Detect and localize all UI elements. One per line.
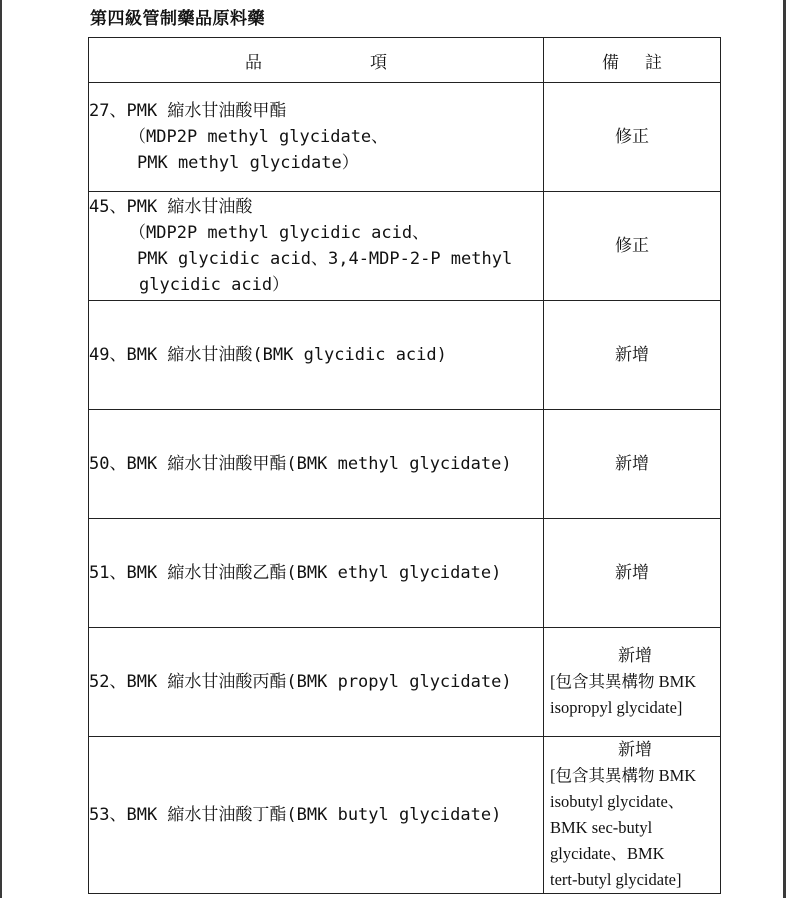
column-header-item-char-2: 項 [370, 52, 387, 73]
table-row [89, 83, 721, 192]
table-row [89, 519, 721, 628]
note-cell: 新增 [544, 519, 721, 628]
note-detail: [包含其異構物 BMK [550, 672, 697, 691]
note-detail: glycidate、BMK [550, 844, 665, 863]
item-synonym: （MDP2P methyl glycidic acid、 [129, 223, 430, 243]
item-cell [89, 519, 544, 628]
table-row [89, 192, 721, 301]
table-row [89, 410, 721, 519]
column-header-note [544, 38, 721, 83]
column-header-item-char-1: 品 [245, 52, 262, 73]
note-cell: 修正 [544, 83, 721, 192]
item-cell [89, 628, 544, 737]
note-cell [544, 737, 721, 894]
section-heading: 第四級管制藥品原料藥 [90, 9, 265, 29]
item-name: 52、BMK 縮水甘油酸丙酯(BMK propyl glycidate) [89, 672, 512, 692]
note-detail: BMK sec-butyl [550, 818, 653, 837]
controlled-drug-table [88, 37, 721, 894]
item-cell [89, 83, 544, 192]
item-name: 45、PMK 縮水甘油酸 [89, 197, 253, 217]
window-frame-left [0, 0, 2, 898]
note-cell: 修正 [544, 192, 721, 301]
note-detail: isopropyl glycidate] [550, 698, 683, 717]
note-cell: 新增 [544, 301, 721, 410]
column-header-note-char-2: 註 [645, 52, 662, 73]
item-name: 50、BMK 縮水甘油酸甲酯(BMK methyl glycidate) [89, 454, 512, 474]
item-synonym: glycidic acid） [139, 275, 290, 295]
item-cell [89, 301, 544, 410]
note-detail: isobutyl glycidate、 [550, 792, 685, 811]
note-detail: tert-butyl glycidate] [550, 870, 682, 889]
item-cell [89, 192, 544, 301]
note-status: 新增 [618, 740, 652, 760]
item-name: 53、BMK 縮水甘油酸丁酯(BMK butyl glycidate) [89, 805, 502, 825]
item-cell [89, 737, 544, 894]
table-row [89, 628, 721, 737]
item-synonym: PMK methyl glycidate） [137, 153, 359, 173]
note-cell: 新增 [544, 410, 721, 519]
note-cell [544, 628, 721, 737]
item-synonym: （MDP2P methyl glycidate、 [129, 127, 389, 147]
column-header-item [89, 38, 544, 83]
note-detail: [包含其異構物 BMK [550, 766, 697, 785]
table-row [89, 737, 721, 894]
item-synonym: PMK glycidic acid、3,4-MDP-2-P methyl [137, 249, 513, 269]
note-status: 新增 [618, 646, 652, 666]
table-row [89, 301, 721, 410]
item-cell [89, 410, 544, 519]
column-header-note-char-1: 備 [602, 52, 619, 73]
item-name: 51、BMK 縮水甘油酸乙酯(BMK ethyl glycidate) [89, 563, 502, 583]
item-name: 27、PMK 縮水甘油酸甲酯 [89, 101, 287, 121]
item-name: 49、BMK 縮水甘油酸(BMK glycidic acid) [89, 345, 447, 365]
